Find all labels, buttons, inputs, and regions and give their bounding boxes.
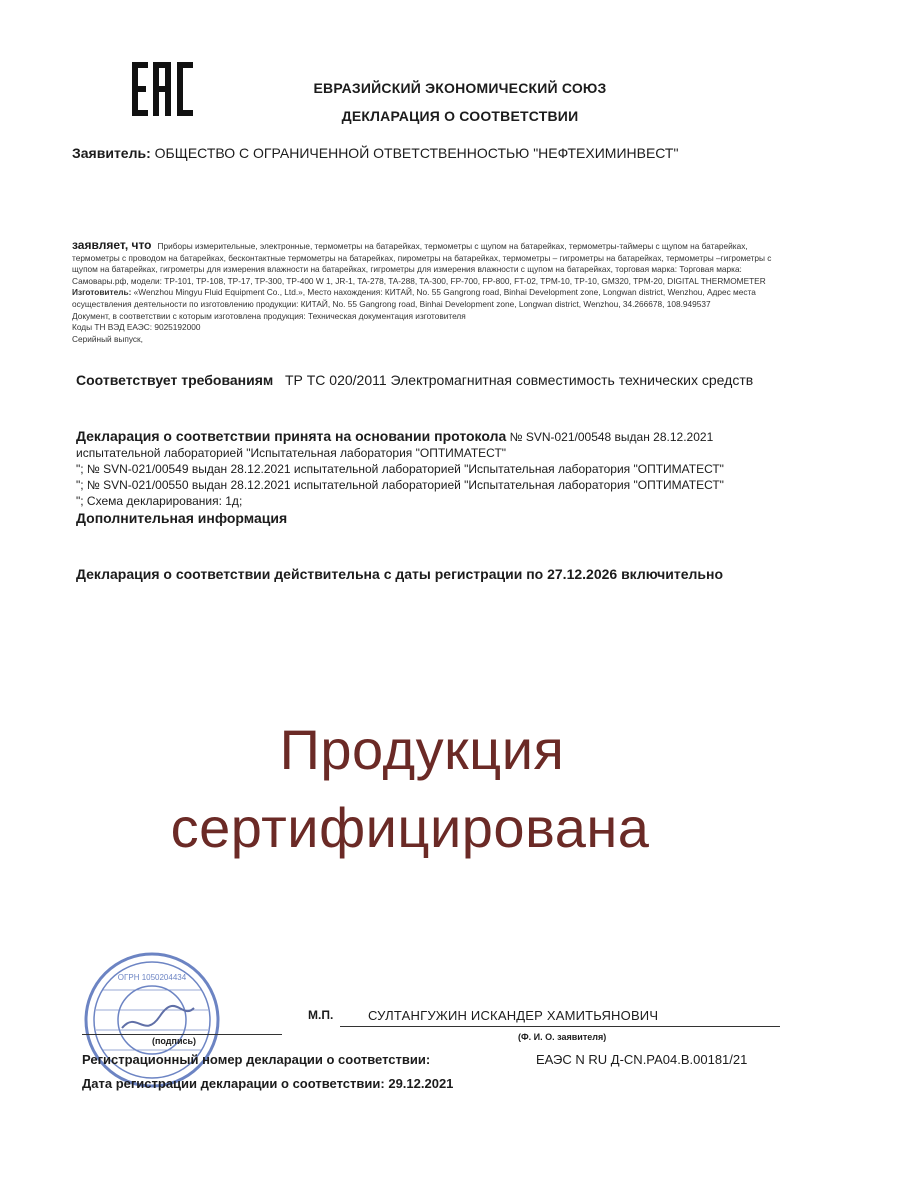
- signature-caption: (подпись): [152, 1036, 197, 1046]
- manufacturer-line: [72, 287, 780, 310]
- registration-number-label: Регистрационный номер декларации о соответствии:: [82, 1052, 431, 1067]
- hs-codes: Коды ТН ВЭД ЕАЭС: 9025192000: [72, 322, 201, 333]
- signature-underline: [82, 1034, 282, 1035]
- registration-date-label: Дата регистрации декларации о соответствии:: [82, 1076, 385, 1091]
- round-seal-icon: [82, 950, 222, 1090]
- mp-label: М.П.: [308, 1008, 334, 1022]
- protocol-line-1: [76, 428, 786, 445]
- declares-block: [72, 240, 780, 345]
- protocol-block: [76, 428, 786, 509]
- applicant-line: [72, 145, 678, 161]
- signer-name: СУЛТАНГУЖИН ИСКАНДЕР ХАМИТЬЯНОВИЧ: [368, 1008, 659, 1023]
- complies-line: [76, 371, 776, 390]
- protocol-label: Декларация о соответствии принята на основании протокола: [76, 428, 507, 444]
- applicant-value: ОБЩЕСТВО С ОГРАНИЧЕННОЙ ОТВЕТСТВЕННОСТЬЮ "НЕФТЕХИМИНВЕСТ": [154, 145, 679, 161]
- complies-value: ТР ТС 020/2011 Электромагнитная совместимость технических средств: [284, 372, 754, 388]
- serial-production: Серийный выпуск,: [72, 333, 143, 344]
- declares-lead: заявляет, что: [72, 238, 152, 252]
- manufacturer-label: Изготовитель:: [72, 287, 132, 298]
- document-title: ДЕКЛАРАЦИЯ О СООТВЕТСТВИИ: [341, 108, 579, 124]
- document-basis: Документ, в соответствии с которым изготовлена продукция: Техническая документация изготовителя: [72, 310, 466, 321]
- registration-date-line: [82, 1076, 453, 1091]
- certified-stamp-line-1: Продукция: [279, 718, 565, 781]
- complies-label: Соответствует требованиям: [76, 372, 274, 388]
- registration-number: ЕАЭС N RU Д-CN.РА04.В.00181/21: [536, 1052, 748, 1067]
- signer-underline: [340, 1026, 780, 1027]
- manufacturer-text: «Wenzhou Mingyu Fluid Equipment Co., Ltd.», Место нахождения: КИТАЙ, No. 55 Gangrong road, Binhai Development zone, Longwan district, Wenzhou, Адрес места осуществления деятельности по изготовлению продукции: КИТАЙ, No. 55 Gangrong road, Binhai Development zone, Longwan district, Wenzhou, 34.266678, 108.949537: [72, 287, 756, 309]
- protocol-line-2: испытательной лабораторией "Испытательная лаборатория "ОПТИМАТЕСТ": [76, 446, 507, 460]
- union-heading: ЕВРАЗИЙСКИЙ ЭКОНОМИЧЕСКИЙ СОЮЗ: [313, 80, 607, 96]
- protocol-line-4: "; № SVN-021/00550 выдан 28.12.2021 испытательной лабораторией "Испытательная лаборатория "ОПТИМАТЕСТ": [76, 478, 724, 492]
- fio-caption: (Ф. И. О. заявителя): [518, 1032, 607, 1042]
- protocol-line1-value: № SVN-021/00548 выдан 28.12.2021: [509, 430, 714, 444]
- protocol-line-5: "; Схема декларирования: 1д;: [76, 494, 243, 508]
- certified-stamp-line-2: сертифицирована: [170, 796, 650, 859]
- applicant-label: Заявитель:: [72, 145, 151, 161]
- validity-line: Декларация о соответствии действительна с даты регистрации по 27.12.2026 включительно: [76, 566, 724, 582]
- additional-info-heading: Дополнительная информация: [76, 510, 288, 526]
- protocol-line-3: "; № SVN-021/00549 выдан 28.12.2021 испытательной лабораторией "Испытательная лаборатория "ОПТИМАТЕСТ": [76, 462, 724, 476]
- registration-date: 29.12.2021: [388, 1076, 454, 1091]
- products-text: Приборы измерительные, электронные, термометры на батарейках, термометры с щупом на батарейках, термометры-таймеры с щупом на батарейках, термометры с проводом на батарейках, бесконтактные термометры на батарейках, пирометры на батарейках, термометры – гигрометры на батарейках, термометры –гигрометры с щупом на батарейках, гигрометры для измерения влажности на батарейках, гигрометры для измерения влажности с щупом на батарейках, торговая марка: Торговая марка: Самовары.рф, модели: TP-101, TP-108, TP-17, TP-300, TP-400 W 1, JR-1, TA-278, TA-288, TA-300, FP-700, FP-800, FT-02, TPM-10, TP-10, GM320, TPM-20, DIGITAL THERMOMETER: [72, 241, 772, 286]
- seal-text: ОГРН 1050204434: [117, 973, 187, 982]
